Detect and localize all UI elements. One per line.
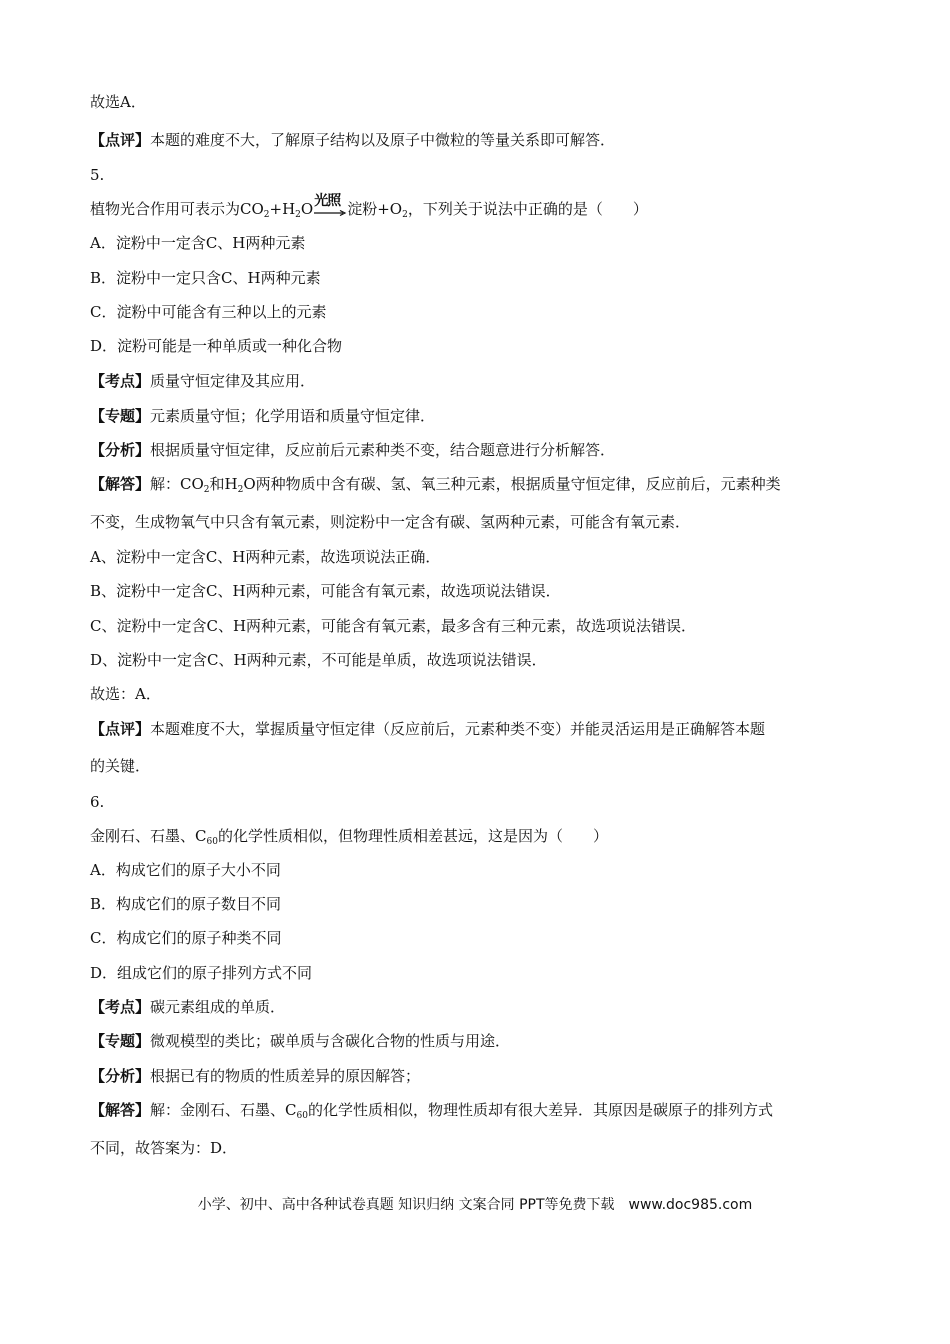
q5-option-a: A．淀粉中一定含C、H两种元素 (90, 234, 306, 252)
q6-stem: 金刚石、石墨、$C_{60}$的化学性质相似，但物理性质相差甚远，这是因为（ ） (90, 827, 608, 847)
q6-option-d: D．组成它们的原子排列方式不同 (90, 964, 313, 982)
q5-analysis-c: C、淀粉中一定含C、H两种元素，可能含有氧元素，最多含有三种元素，故选项说法错误． (90, 617, 697, 635)
q5-review-line2: 的关键． (90, 757, 151, 775)
q5-option-b: B．淀粉中一定只含C、H两种元素 (90, 269, 321, 287)
q5-jieda: 【解答】解：$CO_2$和$H_2O$两种物质中含有碳、氢、氧三种元素，根据质量守恒定律，反应前后，元素种类 (90, 475, 781, 495)
q4-answer: 故选A． (90, 93, 146, 111)
q6-option-c: C．构成它们的原子种类不同 (90, 929, 282, 947)
q4-review (90, 130, 870, 150)
q5-answer: 故选：A． (90, 685, 161, 703)
q6-zhuanti: 【专题】微观模型的类比；碳单质与含碳化合物的性质与用途． (90, 1032, 511, 1050)
q5-option-c: C．淀粉中可能含有三种以上的元素 (90, 303, 327, 321)
q5-jieda-line2: 不变，生成物氧气中只含有氧元素，则淀粉中一定含有碳、氢两种元素，可能含有氧元素． (90, 513, 691, 531)
q5-analysis-b: B、淀粉中一定含C、H两种元素，可能含有氧元素，故选项说法错误． (90, 582, 561, 600)
q5-number: 5. (90, 166, 105, 184)
q6-option-a: A．构成它们的原子大小不同 (90, 861, 281, 879)
q5-stem: 植物光合作用可表示为$CO_2+H_2O$ 光照 淀粉$+O_2$，下列关于说法中正确的是（ ） (90, 193, 648, 220)
q5-analysis-a: A、淀粉中一定含C、H两种元素，故选项说法正确． (90, 548, 441, 566)
q5-kaodian: 【考点】质量守恒定律及其应用． (90, 372, 316, 390)
reaction-condition (313, 193, 347, 219)
q5-fenxi: 【分析】根据质量守恒定律，反应前后元素种类不变，结合题意进行分析解答． (90, 441, 616, 459)
q6-jieda-line2: 不同，故答案为：D． (90, 1139, 238, 1157)
q6-kaodian: 【考点】碳元素组成的单质． (90, 998, 286, 1016)
q6-fenxi: 【分析】根据已有的物质的性质差异的原因解答； (90, 1067, 421, 1085)
page-footer: 小学、初中、高中各种试卷真题 知识归纳 文案合同 PPT等免费下载 www.doc985.com (197, 1197, 753, 1213)
condition-text: 光照 (314, 193, 341, 209)
review-text: 本题的难度不大，了解原子结构以及原子中微粒的等量关系即可解答． (150, 131, 616, 149)
q5-option-d: D．淀粉可能是一种单质或一种化合物 (90, 337, 343, 355)
review-tag: 【点评】 (90, 131, 151, 149)
q5-review: 【点评】本题难度不大，掌握质量守恒定律（反应前后，元素种类不变）并能灵活运用是正确解答本题 (90, 720, 766, 738)
q6-number: 6. (90, 793, 105, 811)
q5-zhuanti: 【专题】元素质量守恒；化学用语和质量守恒定律． (90, 407, 436, 425)
q6-jieda: 【解答】解：金刚石、石墨、$C_{60}$的化学性质相似，物理性质却有很大差异．其原因是碳原子的排列方式 (90, 1101, 773, 1121)
q6-option-b: B．构成它们的原子数目不同 (90, 895, 282, 913)
q5-analysis-d: D、淀粉中一定含C、H两种元素，不可能是单质，故选项说法错误． (90, 651, 547, 669)
reaction-arrow-icon (313, 210, 347, 216)
